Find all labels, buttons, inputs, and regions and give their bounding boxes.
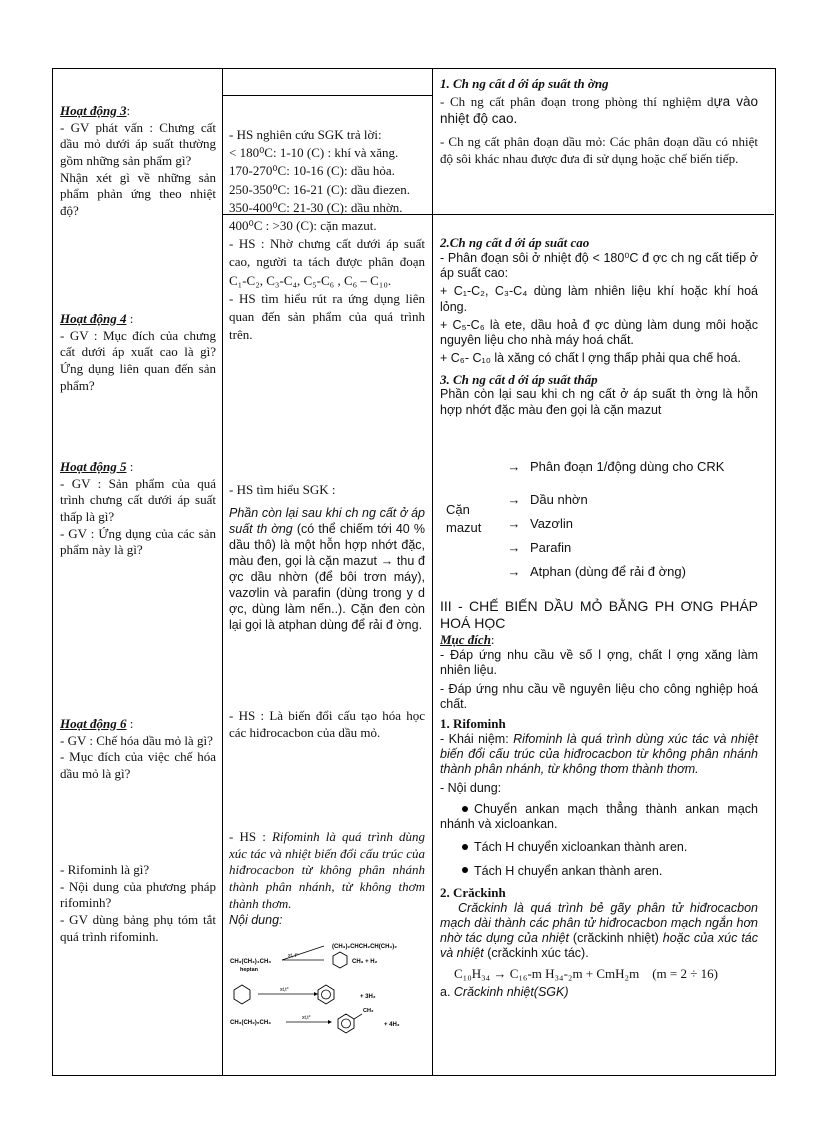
heptane-chain-formula: CH₃(CH₂)₅CH₃ xyxy=(230,1020,271,1026)
mazut-product-item: → Phân đoạn 1/động dùng cho CRK xyxy=(498,459,760,492)
arrow-icon: → xyxy=(507,492,521,507)
crackinh-equation: C₁₀H₃₄ → C₁₆-m H₃₄-₂m + CmH₂m (m = 2 ÷ 16) xyxy=(454,965,718,981)
hs-answer-fractions: - HS nghiên cứu SGK trả lời: < 180⁰C: 1-10 (C) : khí và xăng. 170-270⁰C: 10-16 (C): dầu hỏa. 250-350⁰C: 16-21 (C): dầu điezen. 350-400⁰C: 21-30 (C): dầu nhờn. 400⁰C : >30 (C): cặn mazut. - HS : Nhờ chưng cất dưới áp suất cao, người ta tách được phân đoạn C₁-C₂, C₃-C₄, C₅-C₆ , C₆ – C₁₀. - HS tìm hiểu rút ra ứng dụng liên quan đến sản phẩm của quá trình trên. xyxy=(229,127,425,343)
rifominh-reaction-scheme xyxy=(228,938,428,1038)
bullet-icon xyxy=(462,806,468,812)
activity-5-heading: Hoạt động 5 xyxy=(60,459,127,474)
hs-answer-mazut: - HS tìm hiểu SGK : Phần còn lại sau khi ch ng cất ở áp suất th ờng (có thể chiếm tới 40 % dầu thô) là một hỗn hợp nhớt đặc, màu đen, gọi là cặn mazut → thu đ ợc dầu nhờn (để bôi trơn máy), vazơlin và parafin (dùng trong y d ợc, dùng làm nến..). Cặn đen còn lại gọi là atphan dùng để rải đ ờng. xyxy=(229,482,425,632)
bullet-icon xyxy=(462,867,468,873)
cyclohexane-ring xyxy=(234,985,250,1004)
bullet-icon xyxy=(462,844,468,850)
reaction-condition-1: xt, t° xyxy=(288,953,299,959)
arrow-icon: → xyxy=(380,553,394,568)
hydrogen-product-2: + 3H₂ xyxy=(360,994,376,1000)
reaction-condition-2: xt,t° xyxy=(280,987,289,993)
activity-3: Hoạt động 3: - GV phát vấn : Chưng cất dầu mỏ dưới áp suất thường gồm những sản phẩm gì? Nhận xét gì về những sản phẩm phản ứng theo nhiệt độ? xyxy=(60,103,216,218)
reaction-condition-3: xt,t° xyxy=(302,1015,311,1021)
activity-3-heading: Hoạt động 3 xyxy=(60,103,127,118)
arrow-icon: → xyxy=(507,459,521,474)
mazut-product-item: → Parafin xyxy=(498,540,760,564)
benzene-circle xyxy=(322,990,331,999)
heptane-formula: CH₃(CH₂)₄CH₃ xyxy=(230,959,272,965)
purpose-heading: Mục đích xyxy=(440,632,491,648)
arrow-icon: → xyxy=(493,965,507,981)
mazut-product-item: → Atphan (dùng để rải đ ờng) xyxy=(498,564,760,588)
column-divider-2 xyxy=(432,68,433,1076)
section-chemical-processing: III - CHẾ BIẾN DẦU MỎ BẰNG PH ƠNG PHÁP HOÁ HỌC Mục đích: - Đáp ứng nhu cầu về số l ợng, chất l ợng xăng làm nhiên liệu. - Đáp ứng nhu cầu về nguyên liệu cho công nghiệp hoá chất. 1. Rifominh - Khái niệm: Rifominh là quá trình dùng xúc tác và nhiệt biến đổi cấu trúc của hiđrocacbon từ không phân nhánh thành phân nhánh, từ không thơm thành thơm. - Nội dung: Chuyển ankan mạch thẳng thành ankan mạch nhánh và xicloankan. Tách H chuyển xicloankan thành aren. Tách H chuyển ankan thành aren. 2. Crăckinh Crăckinh là quá trình bẻ gãy phân tử hiđrocacbon mạch dài thành các phân tử hiđrocacbon mạch ngắn hơn nhờ tác dụng của nhiệt (crăckinh nhiệt) hoặc của xúc tác và nhiệt (crăckinh xúc tác). C₁₀H₃₄ → C₁₆-m H₃₄-₂m + CmH₂m (m = 2 ÷ 16) a. Crăckinh nhiệt(SGK) xyxy=(440,598,758,999)
rifominh-questions: - Rifominh là gì? - Nội dung của phương pháp rifominh? - GV dùng bảng phụ tóm tắt quá trình rifominh. xyxy=(60,862,216,944)
methylcyclohexane-product: CH₃ + H₂ xyxy=(352,959,378,965)
methylcyclohexane-ring xyxy=(333,952,347,968)
arrow-head-2 xyxy=(314,992,318,996)
hydrogen-product-3: + 4H₂ xyxy=(384,1022,400,1028)
arrow-icon: → xyxy=(507,540,521,555)
isoalkane-product: (CH₃)₂CHCH₂CH(CH₃)₂ xyxy=(332,944,397,950)
section-normal-pressure: 1. Ch ng cất d ới áp suất th ờng - Ch ng cất phân đoạn trong phòng thí nghiệm dựa vào nhiệt độ cao. - Ch ng cất phân đoạn dầu mỏ: Các phân đoạn dầu có nhiệt độ sôi khác nhau được đưa đi sử dụng hoặc chế biến tiếp. xyxy=(440,76,758,166)
section-2-title: 2.Ch ng cất d ới áp suất cao xyxy=(440,235,590,250)
activity-4: Hoạt động 4 : - GV : Mục đích của chưng cất dưới áp xuất cao là gì? Ứng dụng liên quan đến sản phẩm? xyxy=(60,311,216,393)
rifominh-title: 1. Rifominh xyxy=(440,716,506,732)
mazut-product-item: → Vazơlin xyxy=(498,516,760,540)
column-divider-1 xyxy=(222,68,223,1076)
hs-answer-rifominh: - HS : Rifominh là quá trình dùng xúc tác và nhiệt biến đổi cấu trúc của hiđrocacbon từ không phân nhánh thành phân nhánh, từ không thơm thành thơm. Nội dung: xyxy=(229,829,425,928)
section-high-pressure: 2.Ch ng cất d ới áp suất cao - Phân đoạn sôi ở nhiệt độ < 180⁰C đ ợc ch ng cất tiếp ở áp suất cao: + C₁-C₂, C₃-C₄ dùng làm nhiên liệu khí hoặc khí hoá lỏng. + C₅-C₆ là ete, dầu hoả đ ợc dùng làm dung môi hoặc nguyên liệu cho nhà máy hoá chất. + C₆- C₁₀ là xăng có chất l ợng thấp phải qua chế hoá. 3. Ch ng cất d ới áp suất thấp Phần còn lại sau khi ch ng cất ở áp suất th ờng là hỗn hợp nhớt đặc màu đen gọi là cặn mazut xyxy=(440,235,758,417)
row-divider xyxy=(223,95,432,96)
toluene-ring xyxy=(338,1014,354,1033)
arrow-icon: → xyxy=(507,564,521,579)
benzene-ring xyxy=(318,985,334,1004)
mazut-label: Cặn mazut xyxy=(446,502,482,535)
mazut-product-item: → Dầu nhờn xyxy=(498,492,760,516)
activity-4-heading: Hoạt động 4 xyxy=(60,311,127,326)
mazut-products xyxy=(498,459,760,588)
hs-answer-chehoa: - HS : Là biến đổi cấu tạo hóa học các hiđrocacbon của dầu mỏ. xyxy=(229,708,425,740)
heptane-label: heptan xyxy=(240,967,259,973)
activity-6: Hoạt động 6 : - GV : Chế hóa dầu mỏ là gì? - Mục đích của việc chế hóa dầu mỏ là gì? xyxy=(60,716,216,781)
methyl-label: CH₃ xyxy=(363,1008,374,1014)
activity-6-heading: Hoạt động 6 xyxy=(60,716,127,731)
activity-5: Hoạt động 5 : - GV : Sản phẩm của quá trình chưng cất dưới áp suất thấp là gì? - GV : Ứng dụng của các sản phẩm này là gì? xyxy=(60,459,216,558)
methyl-bond xyxy=(354,1014,362,1019)
section-III-title: III - CHẾ BIẾN DẦU MỎ BẰNG PH ƠNG PHÁP HOÁ HỌC xyxy=(440,598,758,632)
arrow-icon: → xyxy=(507,516,521,531)
toluene-circle xyxy=(342,1019,351,1028)
crackinh-title: 2. Crăckinh xyxy=(440,884,506,900)
section-3-title: 3. Ch ng cất d ới áp suất thấp xyxy=(440,371,598,387)
arrow-head-3 xyxy=(328,1020,332,1024)
section-1-title: 1. Ch ng cất d ới áp suất th ờng xyxy=(440,76,609,91)
